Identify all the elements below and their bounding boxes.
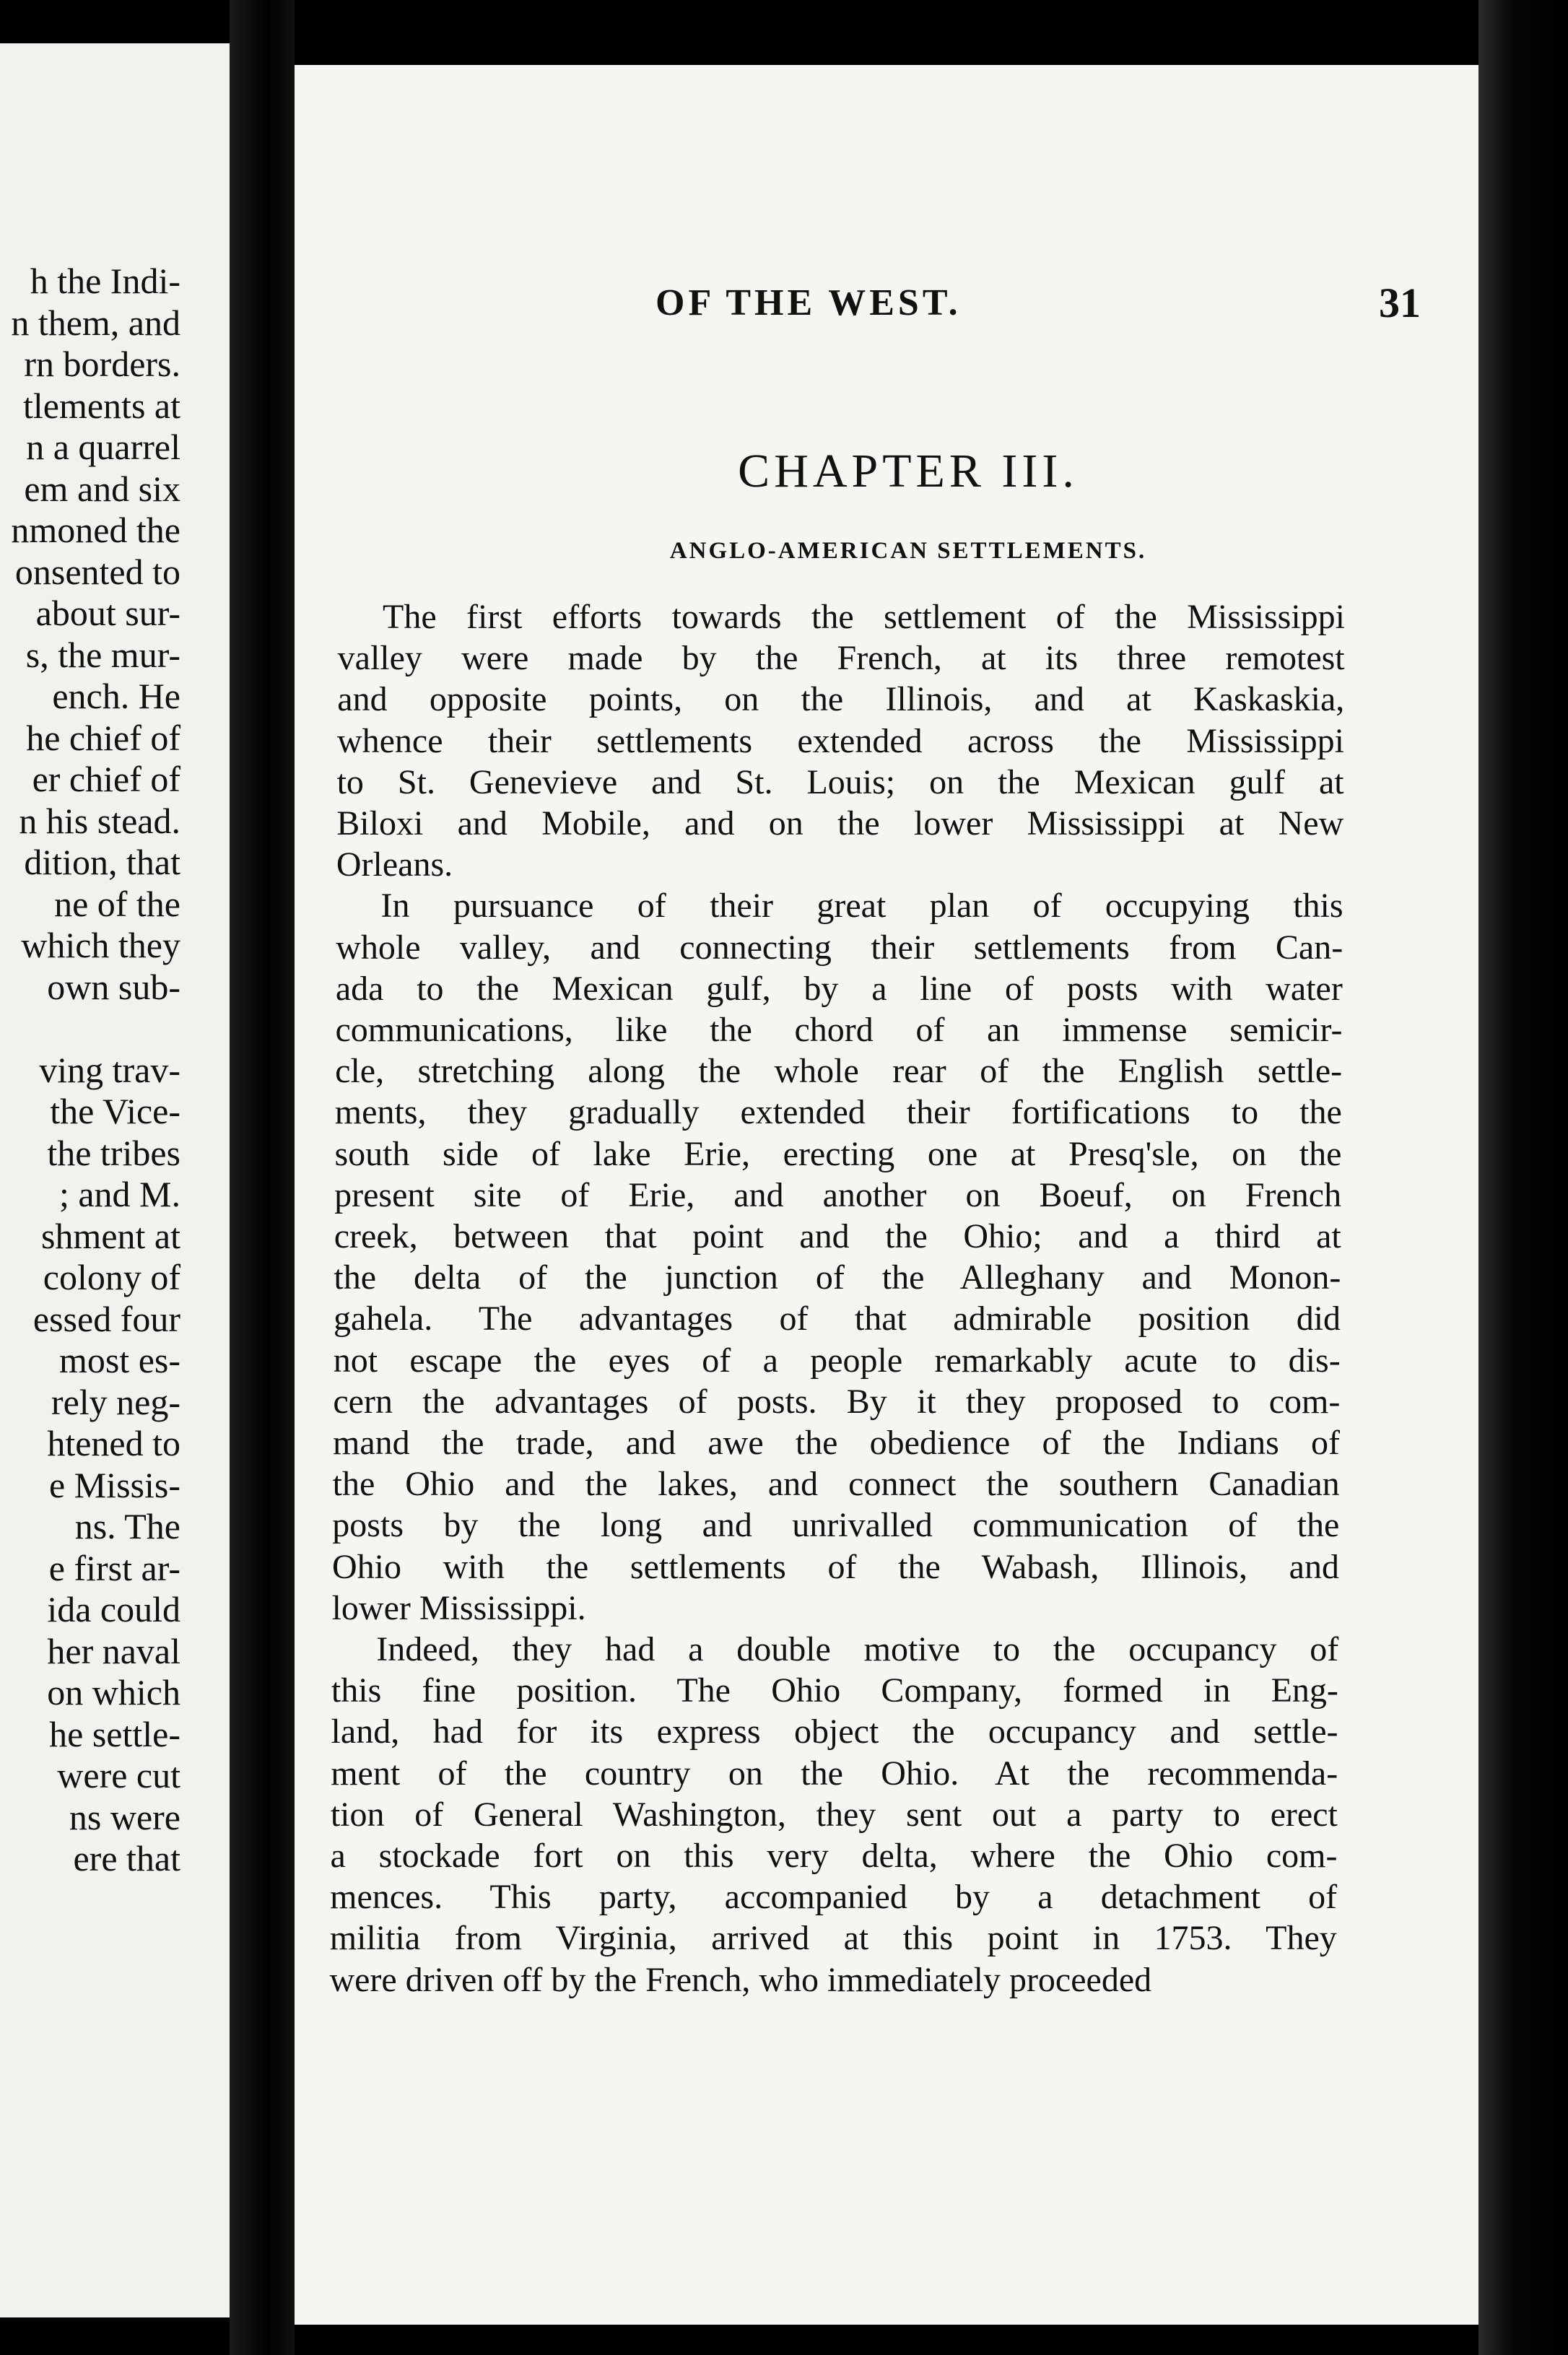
left-page-line: own sub- [47,966,180,1007]
body-line: ada to the Mexican gulf, by a line of posts with water [335,969,1343,1008]
running-title: OF THE WEST. [655,282,962,323]
body-line: cern the advantages of posts. By it they proposed to com- [333,1382,1341,1421]
body-line: the delta of the junction of the Alleghany and Monon- [334,1258,1341,1297]
body-line: Biloxi and Mobile, and on the lower Mississippi at New [336,804,1344,843]
body-line: present site of Erie, and another on Boeuf, on French [334,1175,1342,1214]
left-page-line: tlements at [23,385,180,426]
left-page-line: essed four [32,1298,180,1339]
left-page-line: er chief of [32,759,180,799]
body-line: not escape the eyes of a people remarkably acute to dis- [333,1341,1341,1380]
book-right-edge [1478,0,1568,2355]
body-line: communications, like the chord of an immense semicir- [335,1011,1343,1049]
body-line: tion of General Washington, they sent out a party to erect [330,1795,1338,1834]
body-line: gahela. The advantages of that admirable position did [334,1300,1341,1338]
left-page-line: ns were [69,1796,180,1837]
body-line: whole valley, and connecting their settlements from Can- [336,928,1343,967]
body-line: lower Mississippi. [331,1588,586,1627]
left-page-line: htened to [47,1423,180,1463]
body-line: Orleans. [336,845,453,884]
running-head [295,279,1478,332]
body-line: mences. This party, accompanied by a detachment of [330,1878,1338,1917]
body-line: ments, they gradually extended their fortifications to the [334,1093,1342,1132]
left-page-line: n them, and [11,302,180,343]
left-page-line: onsented to [14,551,180,592]
body-line: In pursuance of their great plan of occupying this [380,887,1343,926]
body-line: this fine position. The Ohio Company, formed in Eng- [331,1671,1338,1710]
body-line: the Ohio and the lakes, and connect the southern Canadian [332,1465,1340,1504]
body-line: were driven off by the French, who immediately proceeded [329,1960,1152,1999]
left-page-line: the tribes [47,1132,180,1173]
body-line: to St. Genevieve and St. Louis; on the Mexican gulf at [336,762,1344,801]
body-line: militia from Virginia, arrived at this point in 1753. They [329,1919,1337,1958]
body-line: creek, between that point and the Ohio; and a third at [334,1217,1341,1255]
left-page-line: e Missis- [49,1464,180,1505]
left-page-line: shment at [40,1215,180,1256]
body-line: Indeed, they had a double motive to the occupancy of [376,1630,1339,1668]
left-page-line: he chief of [26,717,180,758]
left-page-line: about sur- [35,593,180,633]
left-page-line: most es- [58,1340,180,1380]
body-line: and opposite points, on the Illinois, and at Kaskaskia, [337,680,1345,719]
left-page-line: ida could [47,1589,180,1629]
left-page-line: ; and M. [58,1174,180,1214]
left-page-line: on which [47,1672,180,1712]
left-page-line: the Vice- [50,1091,180,1131]
left-page-line: ns. The [74,1506,180,1546]
page-number: 31 [1379,279,1421,326]
right-page [295,65,1478,2325]
left-page-line: colony of [43,1257,180,1297]
left-page-line: n a quarrel [26,427,180,467]
left-page [0,43,230,2317]
section-title: ANGLO-AMERICAN SETTLEMENTS. [669,538,1147,564]
body-line: a stockade fort on this very delta, where the Ohio com- [330,1837,1338,1875]
body-line: cle, stretching along the whole rear of the English settle- [335,1052,1343,1091]
body-line: mand the trade, and awe the obedience of the Indians of [333,1424,1340,1462]
left-page-line: ere that [73,1838,180,1879]
left-page-line: her naval [47,1630,180,1671]
left-page-line: which they [21,925,180,965]
left-page-line: were cut [57,1755,180,1795]
body-line: valley were made by the French, at its three remotest [337,639,1345,678]
left-page-line: e first ar- [48,1547,180,1588]
left-page-line: ving trav- [39,1049,180,1090]
body-line: The first efforts towards the settlement of the Mississippi [383,598,1345,636]
left-page-line: he settle- [49,1713,180,1754]
body-line: ment of the country on the Ohio. At the recommenda- [331,1754,1338,1793]
left-page-line: ench. He [52,676,180,716]
left-page-line: h the Indi- [30,261,180,301]
body-line: posts by the long and unrivalled communication of the [332,1506,1340,1545]
left-page-line: rn borders. [24,344,180,384]
chapter-title: CHAPTER III. [738,445,1079,497]
left-page-line: ne of the [54,883,180,924]
body-line: Ohio with the settlements of the Wabash, Illinois, and [331,1547,1339,1586]
body-line: land, had for its express object the occupancy and settle- [331,1712,1338,1751]
left-page-line: rely neg- [51,1381,180,1422]
left-page-line: n his stead. [19,800,180,841]
left-page-line: nmoned the [11,510,180,550]
body-line: whence their settlements extended across the Mississippi [336,721,1344,760]
left-page-line: dition, that [24,842,180,882]
book-gutter [230,0,295,2355]
body-line: south side of lake Erie, erecting one at Presq'sle, on the [334,1134,1342,1173]
left-page-line: em and six [24,468,180,509]
left-page-line: s, the mur- [25,634,180,675]
